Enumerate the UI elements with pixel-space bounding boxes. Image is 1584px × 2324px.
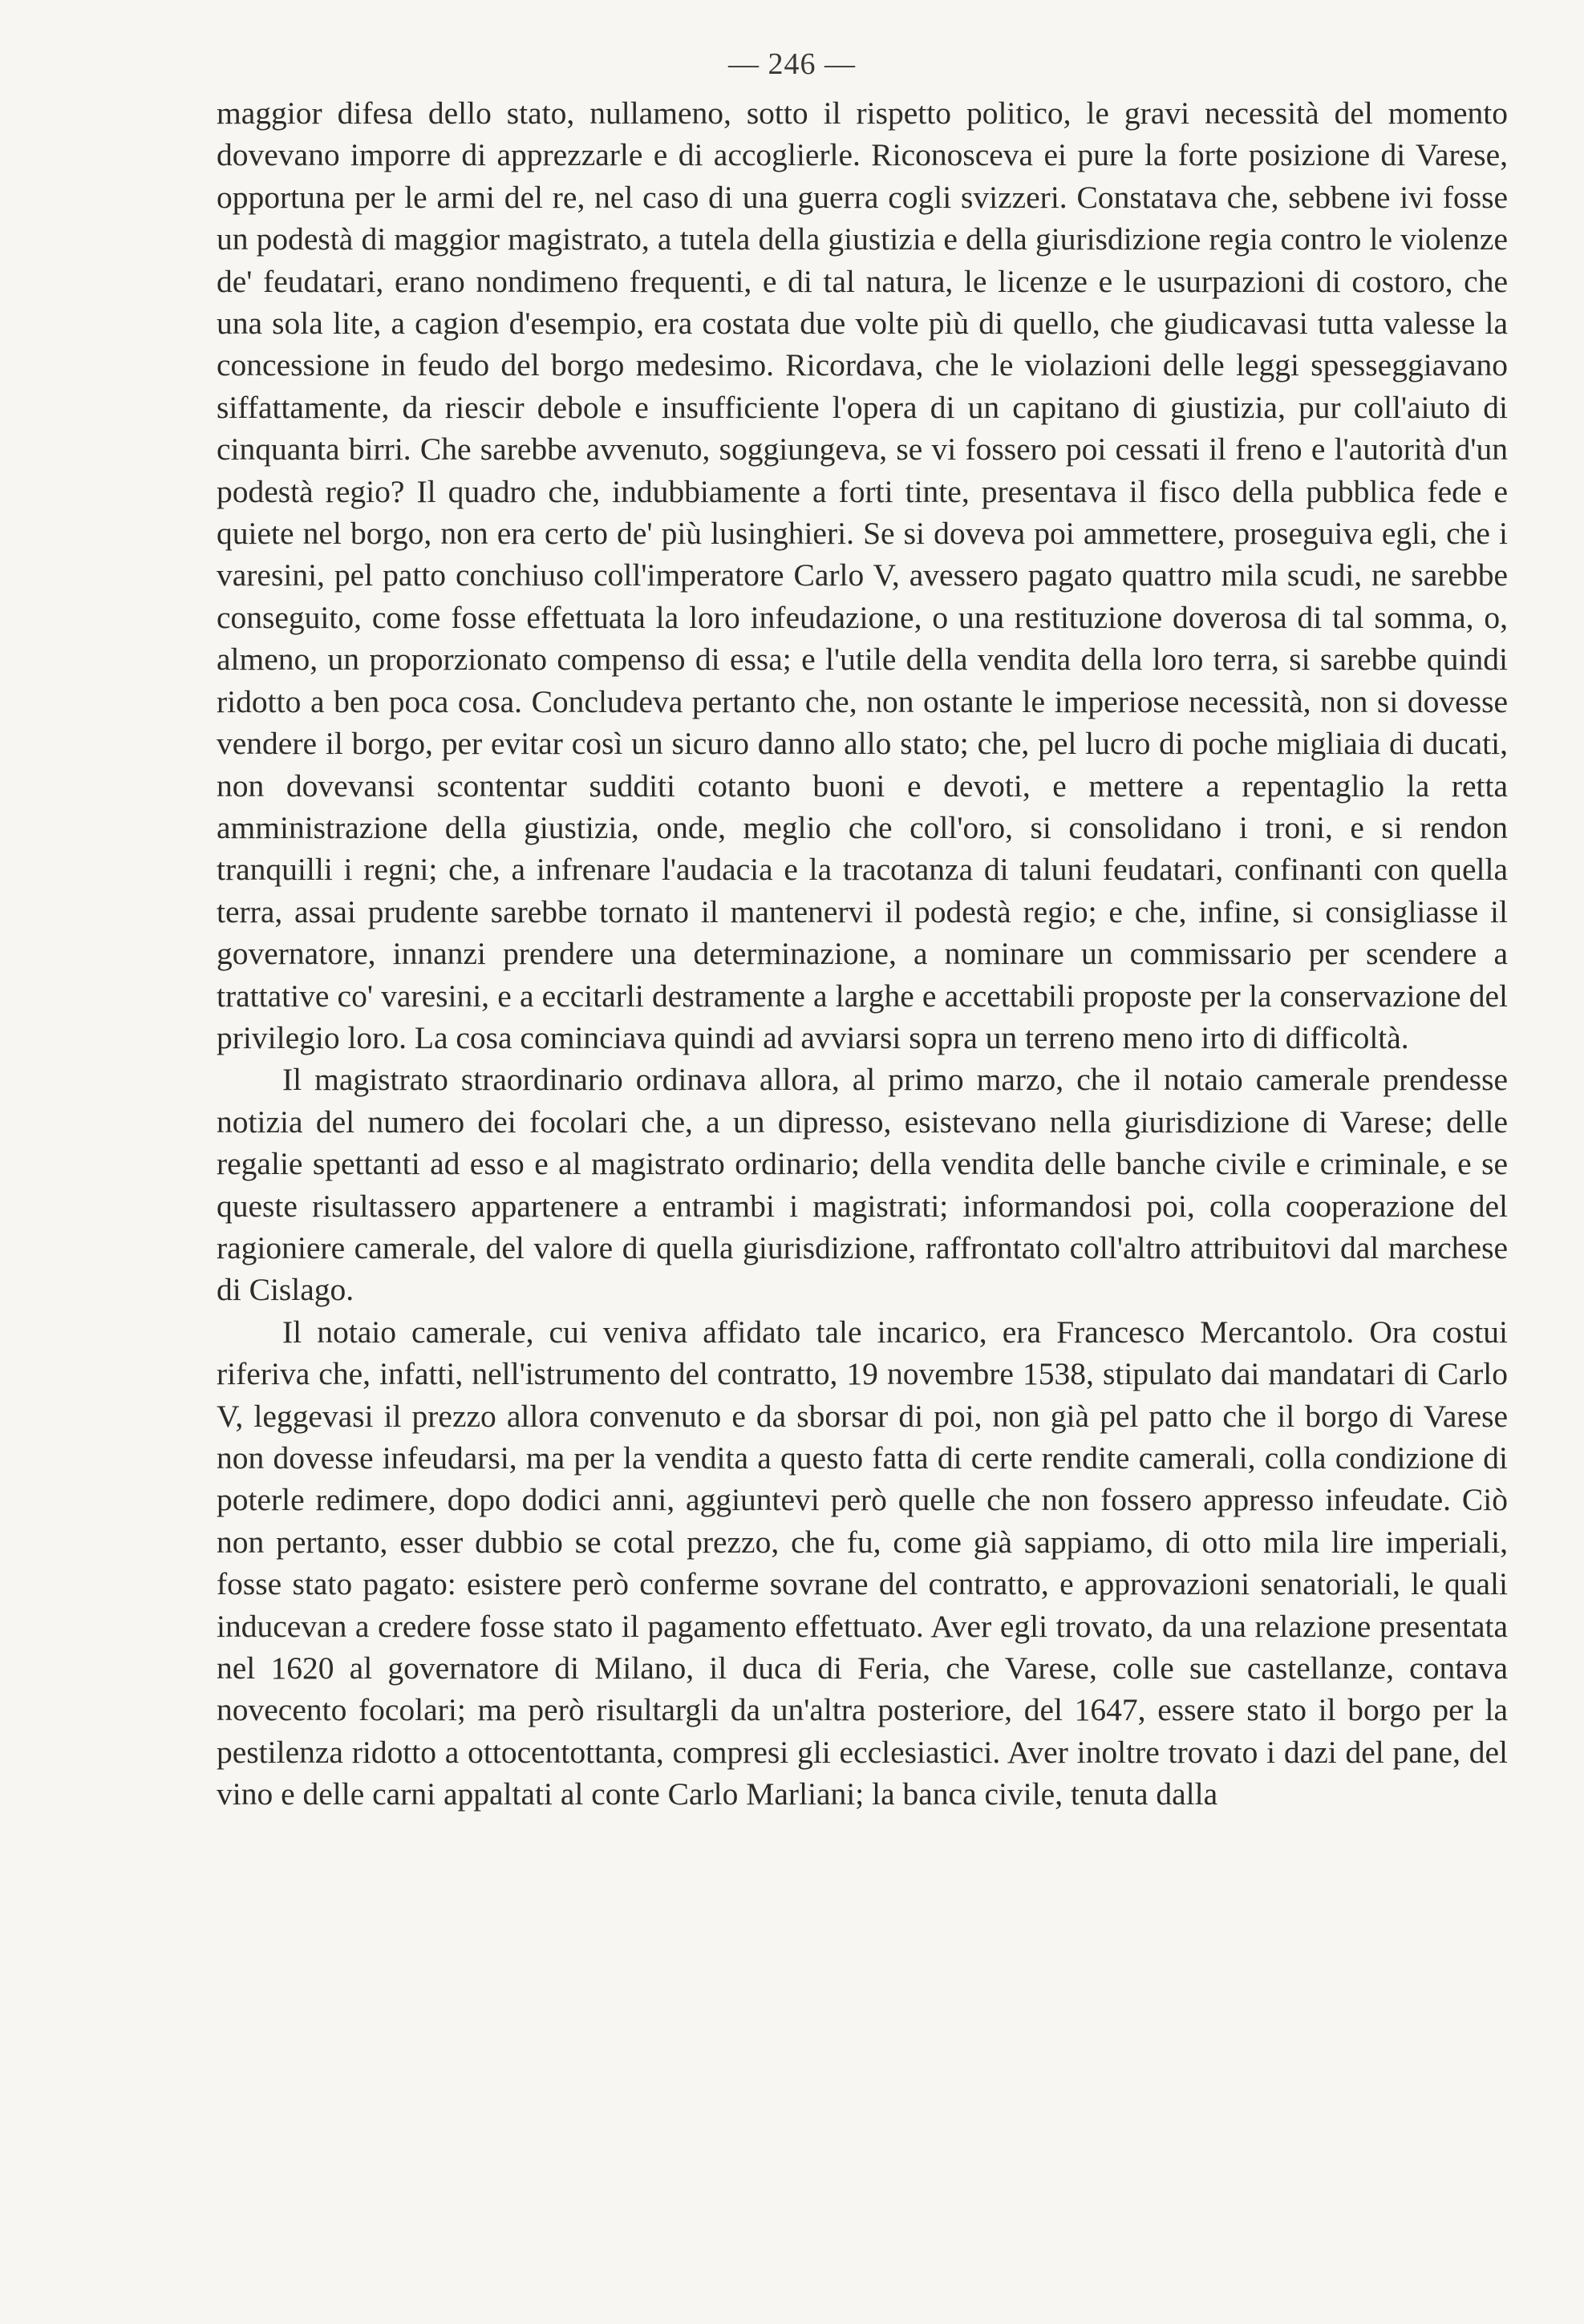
body-text <box>217 92 1508 1816</box>
paragraph-3: Il notaio camerale, cui veniva affidato tale incarico, era Francesco Mercantolo. Ora costui riferiva che, infatti, nell'istrumento del contratto, 19 novembre 1538, stipulato dai mandatari di Carlo V, leggevasi il prezzo allora convenuto e da sborsar di poi, non già pel patto che il borgo di Varese non dovesse infeudarsi, ma per la vendita a questo fatta di certe rendite camerali, colla condizione di poterle redimere, dopo dodici anni, aggiuntevi però quelle che non fossero appresso infeudate. Ciò non pertanto, esser dubbio se cotal prezzo, che fu, come già sappiamo, di otto mila lire imperiali, fosse stato pagato: esistere però conferme sovrane del contratto, e approvazioni senatoriali, le quali inducevan a credere fosse stato il pagamento effettuato. Aver egli trovato, da una relazione presentata nel 1620 al governatore di Milano, il duca di Feria, che Varese, colle sue castellanze, contava novecento focolari; ma però risultargli da un'altra posteriore, del 1647, essere stato il borgo per la pestilenza ridotto a ottocentottanta, compresi gli ecclesiastici. Aver inoltre trovato i dazi del pane, del vino e delle carni appaltati al conte Carlo Marliani; la banca civile, tenuta dalla <box>217 1314 1508 1812</box>
paragraph-2: Il magistrato straordinario ordinava allora, al primo marzo, che il notaio camerale prendesse notizia del numero dei focolari che, a un dipresso, esistevano nella giurisdizione di Varese; delle regalie spettanti ad esso e al magistrato ordinario; della vendita delle banche civile e criminale, e se queste risultassero appartenere a entrambi i magistrati; informandosi poi, colla cooperazione del ragioniere camerale, del valore di quella giurisdizione, raffrontato coll'altro attribuitovi dal marchese di Cislago. <box>217 1062 1508 1308</box>
page-number: — 246 — <box>728 47 856 81</box>
paragraph-1: maggior difesa dello stato, nullameno, sotto il rispetto politico, le gravi necessità del momento dovevano imporre di apprezzarle e di accoglierle. Riconosceva ei pure la forte posizione di Varese, opportuna per le armi del re, nel caso di una guerra cogli svizzeri. Constatava che, sebbene ivi fosse un podestà di maggior magistrato, a tutela della giustizia e della giurisdizione regia contro le violenze de' feudatari, erano nondimeno frequenti, e di tal natura, le licenze e le usurpazioni di costoro, che una sola lite, a cagion d'esempio, era costata due volte più di quello, che giudicavasi tutta valesse la concessione in feudo del borgo medesimo. Ricordava, che le violazioni delle leggi spesseggiavano siffattamente, da riescir debole e insufficiente l'opera di un capitano di giustizia, pur coll'aiuto di cinquanta birri. Che sarebbe avvenuto, soggiungeva, se vi fossero poi cessati il freno e l'autorità d'un podestà regio? Il quadro che, indubbiamente a forti tinte, presentava il fisco della pubblica fede e quiete nel borgo, non era certo de' più lusinghieri. Se si doveva poi ammettere, proseguiva egli, che i varesini, pel patto conchiuso coll'imperatore Carlo V, avessero pagato quattro mila scudi, ne sarebbe conseguito, come fosse effettuata la loro infeudazione, o una restituzione doverosa di tal somma, o, almeno, un proporzionato compenso di essa; e l'utile della vendita della loro terra, si sarebbe quindi ridotto a ben poca cosa. Concludeva pertanto che, non ostante le imperiose necessità, non si dovesse vendere il borgo, per evitar così un sicuro danno allo stato; che, pel lucro di poche migliaia di ducati, non dovevansi scontentar sudditi cotanto buoni e devoti, e mettere a repentaglio la retta amministrazione della giustizia, onde, meglio che coll'oro, si consolidano i troni, e si rendon tranquilli i regni; che, a infrenare l'audacia e la tracotanza di taluni feudatari, confinanti con quella terra, assai prudente sarebbe tornato il mantenervi il podestà regio; e che, infine, si consigliasse il governatore, innanzi prendere una determinazione, a nominare un commissario per scendere a trattative co' varesini, e a eccitarli destramente a larghe e accettabili proposte per la conservazione del privilegio loro. La cosa cominciava quindi ad avviarsi sopra un terreno meno irto di difficoltà. <box>217 95 1508 1055</box>
